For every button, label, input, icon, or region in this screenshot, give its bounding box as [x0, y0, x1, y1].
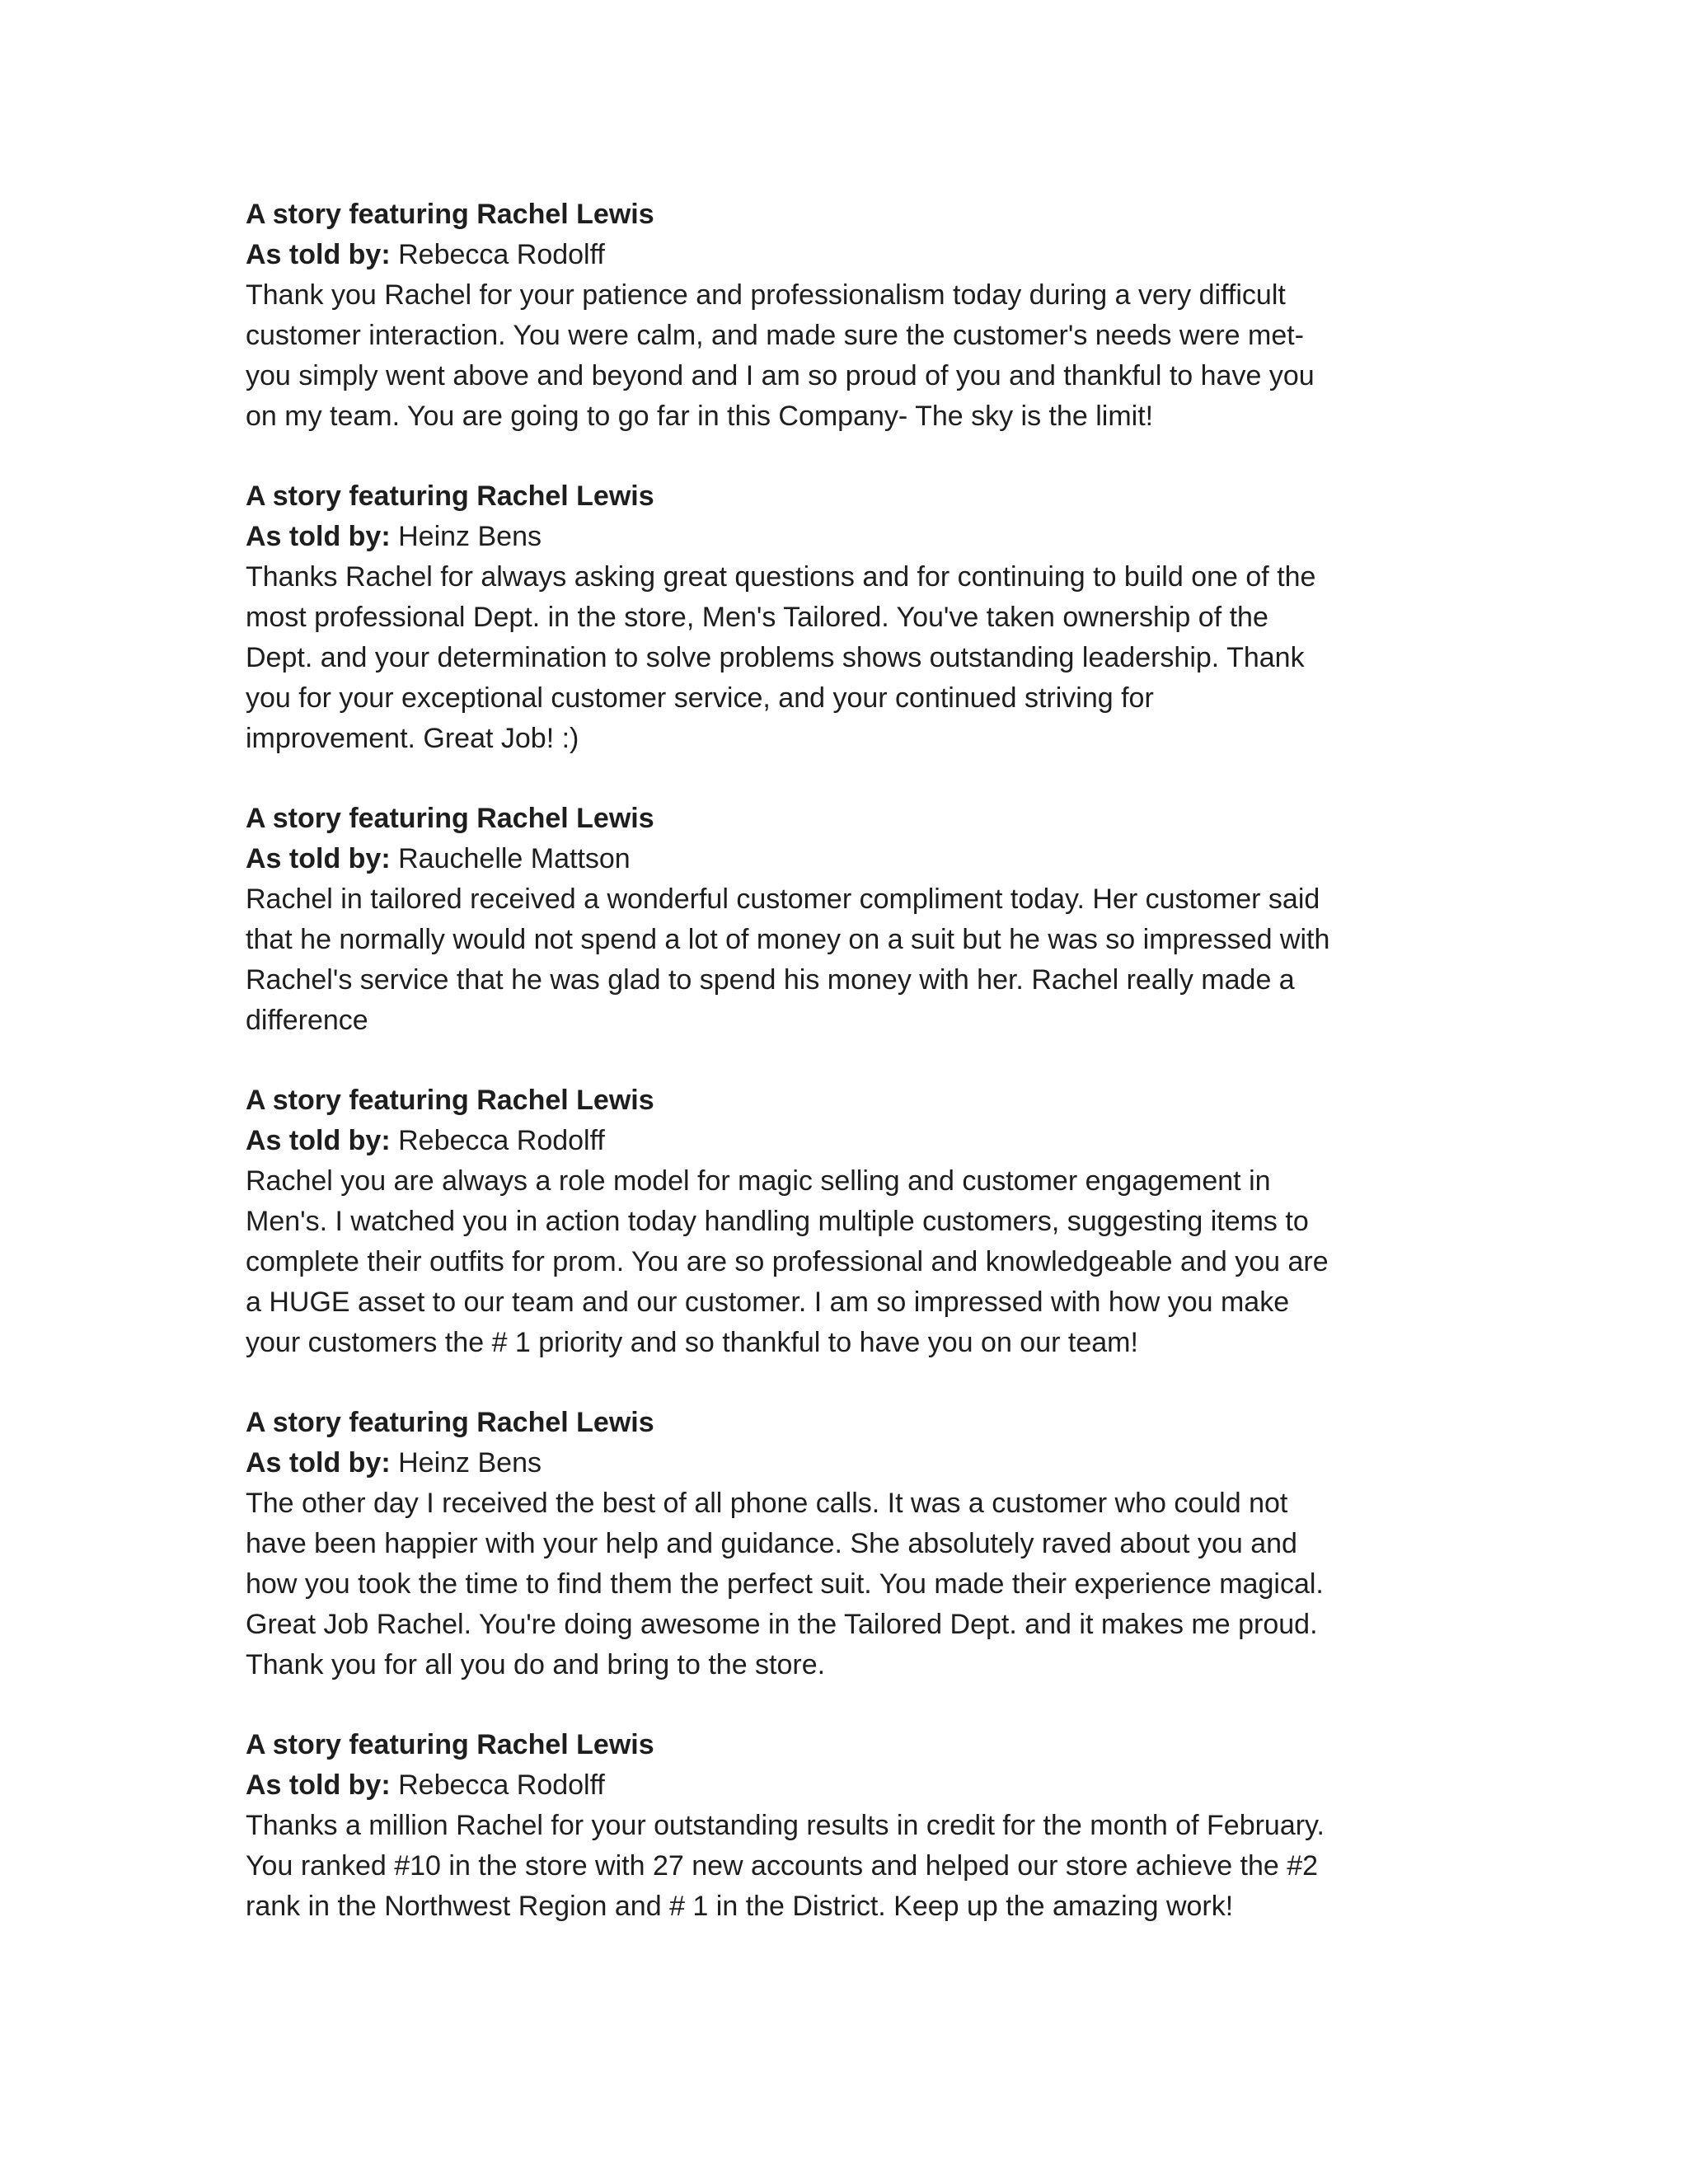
- story-author: Heinz Bens: [398, 521, 542, 552]
- story-author-line: [246, 235, 1449, 275]
- story-title: A story featuring Rachel Lewis: [246, 803, 654, 834]
- story-author-label: As told by:: [246, 1769, 391, 1801]
- story-body: [246, 1161, 1449, 1363]
- story-body-line: you simply went above and beyond and I am so proud of you and thankful to have you: [246, 360, 1315, 391]
- story-body: [246, 879, 1449, 1041]
- story-1: [246, 194, 1449, 437]
- story-body-line: Great Job Rachel. You're doing awesome in the Tailored Dept. and it makes me proud.: [246, 1609, 1318, 1640]
- story-body-line: Men's. I watched you in action today handling multiple customers, suggesting items to: [246, 1206, 1309, 1237]
- story-body-line: how you took the time to find them the perfect suit. You made their experience magical.: [246, 1568, 1324, 1600]
- story-title: A story featuring Rachel Lewis: [246, 199, 654, 230]
- story-4: [246, 1080, 1449, 1363]
- story-body-line: rank in the Northwest Region and # 1 in the District. Keep up the amazing work!: [246, 1891, 1234, 1922]
- story-body-line: Rachel's service that he was glad to spend his money with her. Rachel really made a: [246, 964, 1295, 996]
- story-body-line: Rachel you are always a role model for magic selling and customer engagement in: [246, 1165, 1271, 1197]
- story-body-line: have been happier with your help and guidance. She absolutely raved about you and: [246, 1528, 1297, 1559]
- story-body: [246, 557, 1449, 759]
- story-title: A story featuring Rachel Lewis: [246, 1407, 654, 1438]
- story-2: [246, 476, 1449, 759]
- story-6: [246, 1725, 1449, 1927]
- story-body-line: Thanks a million Rachel for your outstanding results in credit for the month of February.: [246, 1810, 1325, 1841]
- story-body-line: You ranked #10 in the store with 27 new accounts and helped our store achieve the #2: [246, 1850, 1319, 1882]
- story-author: Rebecca Rodolff: [398, 239, 605, 270]
- story-body-line: difference: [246, 1005, 368, 1036]
- story-author-line: [246, 839, 1449, 879]
- document-page: [246, 194, 1449, 1966]
- story-body-line: your customers the # 1 priority and so thankful to have you on our team!: [246, 1327, 1138, 1358]
- story-body-line: Rachel in tailored received a wonderful customer compliment today. Her customer said: [246, 883, 1320, 915]
- story-body: [246, 1483, 1449, 1685]
- story-body-line: a HUGE asset to our team and our customer. I am so impressed with how you make: [246, 1286, 1290, 1318]
- story-body-line: The other day I received the best of all phone calls. It was a customer who could not: [246, 1488, 1288, 1519]
- story-author: Rauchelle Mattson: [398, 843, 631, 874]
- story-body: [246, 275, 1449, 437]
- story-body-line: Thank you for all you do and bring to the store.: [246, 1649, 826, 1680]
- story-body: [246, 1806, 1449, 1927]
- story-author-line: [246, 1121, 1449, 1161]
- story-author-line: [246, 1443, 1449, 1483]
- story-body-line: complete their outfits for prom. You are so professional and knowledgeable and you are: [246, 1246, 1329, 1277]
- story-body-line: most professional Dept. in the store, Men's Tailored. You've taken ownership of the: [246, 602, 1268, 633]
- story-author-label: As told by:: [246, 239, 391, 270]
- story-3: [246, 799, 1449, 1041]
- story-author: Rebecca Rodolff: [398, 1125, 605, 1156]
- story-author-line: [246, 517, 1449, 557]
- story-title: A story featuring Rachel Lewis: [246, 480, 654, 512]
- story-body-line: on my team. You are going to go far in this Company- The sky is the limit!: [246, 401, 1154, 432]
- story-author-label: As told by:: [246, 843, 391, 874]
- story-author-label: As told by:: [246, 1447, 391, 1479]
- story-body-line: Thank you Rachel for your patience and professionalism today during a very difficult: [246, 279, 1286, 311]
- story-author-line: [246, 1765, 1449, 1806]
- story-body-line: improvement. Great Job! :): [246, 723, 579, 754]
- story-title: A story featuring Rachel Lewis: [246, 1729, 654, 1760]
- story-author: Rebecca Rodolff: [398, 1769, 605, 1801]
- story-body-line: that he normally would not spend a lot of money on a suit but he was so impressed with: [246, 924, 1330, 955]
- story-body-line: Dept. and your determination to solve problems shows outstanding leadership. Thank: [246, 642, 1305, 673]
- story-body-line: you for your exceptional customer service, and your continued striving for: [246, 682, 1154, 714]
- story-5: [246, 1403, 1449, 1685]
- story-title: A story featuring Rachel Lewis: [246, 1085, 654, 1116]
- story-body-line: Thanks Rachel for always asking great questions and for continuing to build one of the: [246, 561, 1316, 593]
- story-body-line: customer interaction. You were calm, and made sure the customer's needs were met-: [246, 320, 1304, 351]
- story-author-label: As told by:: [246, 1125, 391, 1156]
- story-author-label: As told by:: [246, 521, 391, 552]
- story-author: Heinz Bens: [398, 1447, 542, 1479]
